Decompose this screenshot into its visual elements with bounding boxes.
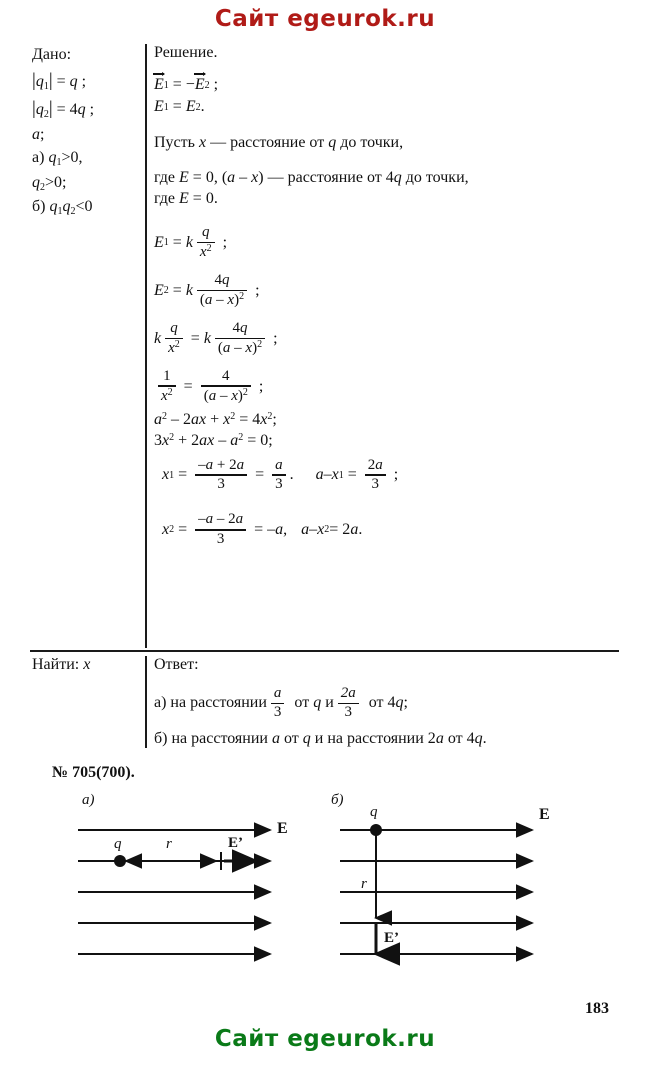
solution-vector-equation-2: E 1 = E 2 . <box>154 98 205 115</box>
equation-E1: E 1 = k $\frac{q}{x^2}$ ; <box>154 224 228 261</box>
answer-a-prefix: а) на расстоянии <box>154 694 267 712</box>
figure-b-charge-label: q <box>370 804 378 820</box>
find-row <box>32 656 90 674</box>
answer-a-frac2-numerator: 2a <box>340 685 356 701</box>
given-line-3: a; <box>32 125 45 143</box>
solution-text-1: Пусть x — расстояние от q до точки, <box>154 134 404 151</box>
figure-b-field-label: E <box>539 806 550 823</box>
equation-expand: $a^2 - 2ax + x^2 = 4x^2$; <box>154 410 277 428</box>
solution-text-2: где E = 0, (a – x) — расстояние от 4q до точки, <box>154 169 469 186</box>
equation-equate: k $\frac{q}{x^2}$ = k $\frac{4q}{(a - x)^2}$ ; <box>154 319 278 356</box>
given-line-4: а) q1>0, <box>32 149 83 169</box>
answer-a-fraction-2 <box>338 686 359 721</box>
figure-b-label: б) <box>331 792 344 808</box>
answer-a-frac1-numerator: a <box>273 685 282 701</box>
find-value: x <box>83 656 91 673</box>
table-vertical-divider <box>145 44 147 648</box>
figure-a-distance-label: r <box>166 836 172 852</box>
given-column <box>32 44 140 220</box>
figure-a <box>78 818 328 978</box>
answer-b-text: б) на расстоянии a от q и на расстоянии 2a от 4q. <box>154 729 487 747</box>
charge-dot-b <box>370 824 382 836</box>
figure-a-charge-label: q <box>114 836 122 852</box>
equation-reduced: $\frac{1}{x^2}$ = $\frac{4}{(a - x)^2}$ ; <box>154 369 624 405</box>
answer-heading: Ответ: <box>154 656 199 673</box>
watermark-bottom: Сайт egeurok.ru <box>214 1026 436 1052</box>
figure-b-induced-label: E’ <box>384 930 399 946</box>
answer-line-b <box>154 730 624 748</box>
figure-a-field-label: E <box>277 820 288 837</box>
answer-a-suffix: от 4q; <box>368 694 408 712</box>
given-line-5: q2>0; <box>32 173 67 193</box>
answer-a-frac1-denominator: 3 <box>273 704 282 721</box>
figure-a-induced-label: E’ <box>228 835 243 851</box>
answer-a-mid: от q и <box>294 694 334 712</box>
find-label: Найти: <box>32 656 80 673</box>
page-number: 183 <box>585 1000 609 1017</box>
equation-x1: x 1 = $\frac{-a + 2a}{3}$ = $\frac{a}{3}$ . a – x 1 = $\frac{2a}{3}$ ; <box>162 456 399 492</box>
problem-number: № 705(700). <box>52 764 135 781</box>
figure-a-label: а) <box>82 792 95 808</box>
answer-a-frac2-denominator: 3 <box>344 704 353 721</box>
figure-b-distance-label: r <box>361 876 367 892</box>
solution-vector-equation-1: E 1 = − E 2 ; <box>154 76 219 93</box>
given-heading: Дано: <box>32 46 72 63</box>
equation-x2: x 2 = $\frac{-a - 2a}{3}$ = – a , a – x 2 = 2 a . <box>162 511 363 547</box>
answer-vertical-divider <box>145 656 147 748</box>
equation-E2: E 2 = k $\frac{4q}{(a - x)^2}$ ; <box>154 271 260 309</box>
solution-text-3: где E = 0. <box>154 190 218 207</box>
table-horizontal-divider <box>30 650 619 652</box>
figure-b <box>340 804 590 978</box>
watermark-top: Сайт egeurok.ru <box>214 6 436 32</box>
given-line-6: б) q1q2<0 <box>32 197 93 217</box>
given-line-1: |q1| = q ; <box>32 69 87 92</box>
answer-a-fraction-1 <box>271 686 285 721</box>
answer-line-a <box>154 686 624 721</box>
figure-b-svg <box>340 818 590 978</box>
charge-dot-a <box>114 855 126 867</box>
equation-quadratic: $3x^2 + 2ax - a^2 = 0$; <box>154 431 273 449</box>
solution-column <box>154 44 624 551</box>
answer-block <box>154 656 624 757</box>
solution-heading: Решение. <box>154 44 218 61</box>
given-line-2: |q2| = 4q ; <box>32 97 95 120</box>
